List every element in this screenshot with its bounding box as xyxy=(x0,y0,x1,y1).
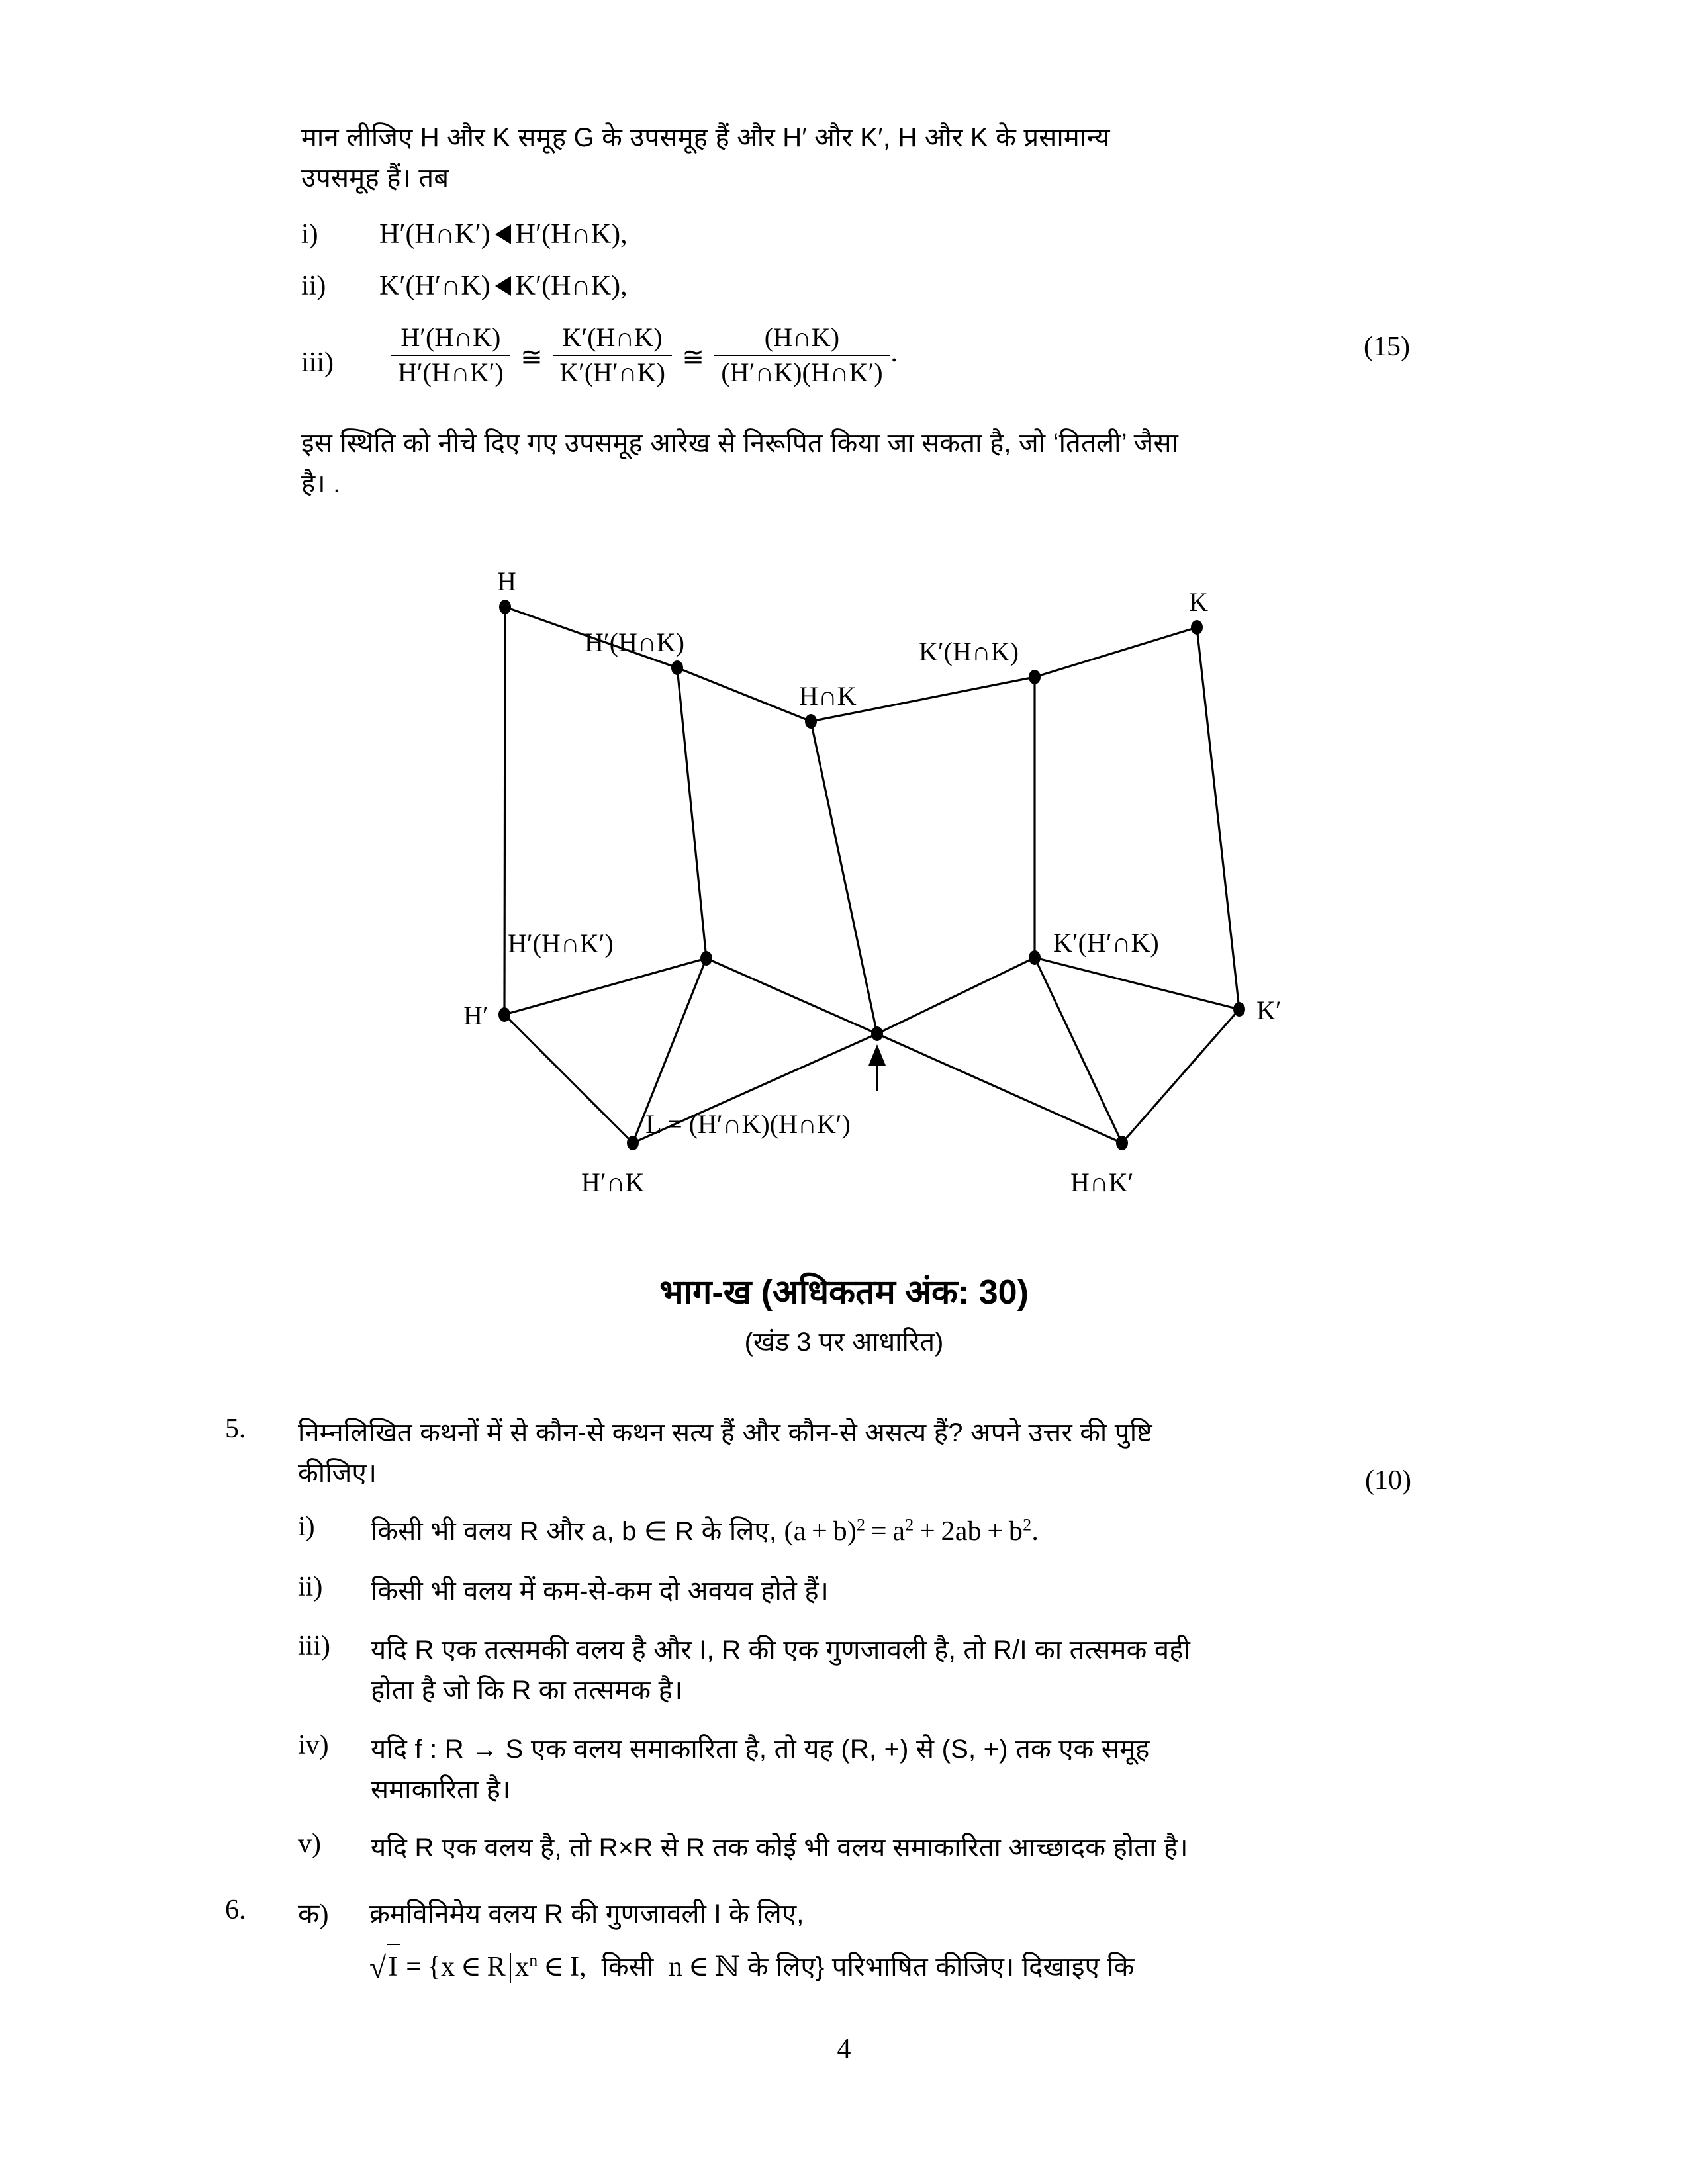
lattice-node-label: K xyxy=(1189,587,1208,617)
q5-item-iv-line-2: समाकारिता है। xyxy=(371,1774,511,1804)
lattice-edge xyxy=(504,607,505,1015)
expr-right: K′(H∩K), xyxy=(515,271,628,301)
expr-left: K′(H′∩K) xyxy=(379,271,491,301)
question-6-condition-math: $x^n$ ∈ I, xyxy=(515,1950,586,1982)
part-b-subheading: (खंड 3 पर आधारित) xyxy=(744,1328,944,1357)
top-item-i-expression xyxy=(379,219,628,250)
q5-item-iii-line-2: होता है जो कि R का तत्समक है। xyxy=(371,1676,683,1706)
page-number: 4 xyxy=(837,2034,851,2064)
lattice-node-label: H xyxy=(497,567,516,596)
lattice-edge xyxy=(811,721,877,1034)
normal-subgroup-icon xyxy=(495,224,511,244)
fraction-1-numerator: H′(H∩K) xyxy=(400,322,501,352)
lattice-nodes xyxy=(498,600,1245,1150)
lattice-node-label: H′(H∩K′) xyxy=(508,929,614,958)
lattice-node xyxy=(627,1136,639,1150)
lattice-edge xyxy=(677,668,706,958)
lattice-edge xyxy=(877,958,1035,1034)
lattice-node-label: K′(H∩K) xyxy=(919,637,1019,666)
q5-item-v-marker: v) xyxy=(298,1829,321,1860)
lattice-node-label: K′ xyxy=(1256,995,1282,1025)
lattice-node xyxy=(498,1007,510,1022)
question-5-number: 5. xyxy=(225,1414,246,1444)
question-6-condition-prose: किसी n ∈ ℕ के लिए} परिभाषित कीजिए। दिखाइए कि xyxy=(594,1951,1135,1982)
intro-paragraph xyxy=(301,118,1400,199)
lattice-edge xyxy=(1035,958,1122,1143)
lattice-edge xyxy=(504,1015,633,1143)
trailing-period: . xyxy=(890,338,898,369)
lattice-node xyxy=(871,1026,883,1041)
fraction-2-numerator: K′(H∩K) xyxy=(562,322,663,352)
question-6-number: 6. xyxy=(225,1895,246,1925)
lattice-node-label: H∩K′ xyxy=(1070,1167,1134,1197)
question-5 xyxy=(225,1413,1390,1882)
question-6-body xyxy=(298,1894,1390,1991)
fraction-2 xyxy=(553,323,672,388)
fraction-3-denominator: (H′∩K)(H∩K′) xyxy=(714,355,889,388)
butterfly-desc-line-1: इस स्थिति को नीचे दिए गए उपसमूह आरेख से निरूपित किया जा सकता है, जो ‘तितली’ जैसा xyxy=(301,429,1179,458)
lattice-node xyxy=(700,951,712,966)
lattice-edge xyxy=(1122,1009,1239,1143)
lattice-node xyxy=(671,660,683,675)
lattice-node xyxy=(1191,620,1203,635)
q5-item-i-prose: किसी भी वलय R और a, b ∈ R के लिए, xyxy=(371,1516,784,1546)
q5-item-ii-text: किसी भी वलय में कम-से-कम दो अवयव होते हैं। xyxy=(371,1576,829,1606)
lattice-edge xyxy=(1035,958,1239,1009)
question-5-body xyxy=(298,1413,1390,1868)
q5-item-iv-text xyxy=(371,1729,1390,1810)
question-6-part-marker: क) xyxy=(298,1899,329,1930)
intro-line-1: मान लीजिए H और K समूह G के उपसमूह हैं और H′ और K′, H और K के प्रसामान्य xyxy=(301,123,1110,152)
q5-item-ii xyxy=(298,1571,1390,1612)
top-item-i-marker: i) xyxy=(301,219,318,250)
fraction-3 xyxy=(714,323,889,388)
lattice-node-label: K′(H′∩K) xyxy=(1053,928,1159,958)
lattice-edge xyxy=(1035,627,1197,677)
q5-item-iv xyxy=(298,1729,1390,1810)
fraction-2-denominator: K′(H′∩K) xyxy=(553,355,672,388)
marks-15: (15) xyxy=(1364,332,1410,362)
top-roman-list xyxy=(301,218,1413,422)
q5-item-iii-marker: iii) xyxy=(298,1631,330,1662)
q5-item-v xyxy=(298,1828,1390,1868)
normal-subgroup-icon xyxy=(495,276,511,296)
q5-item-i-text xyxy=(371,1511,1390,1553)
question-6-content xyxy=(369,1894,1390,1991)
question-6-line-2 xyxy=(369,1944,1390,1991)
question-5-stem xyxy=(298,1413,1390,1494)
square-root-icon: √ xyxy=(369,1950,387,1984)
annotation-arrow-icon xyxy=(868,1044,886,1091)
top-item-ii-expression xyxy=(379,271,628,301)
question-5-items xyxy=(298,1511,1390,1869)
expr-right: H′(H∩K), xyxy=(515,219,628,250)
question-6-radical-expr: √I = {x ∈ R xyxy=(369,1952,506,1982)
top-item-iii xyxy=(301,323,1413,422)
lattice-node xyxy=(1233,1002,1245,1017)
lattice-node xyxy=(1029,950,1041,965)
lattice-node-label: H∩K xyxy=(799,681,857,711)
top-item-ii xyxy=(301,270,1413,323)
top-item-ii-marker: ii) xyxy=(301,271,326,301)
q5-item-i xyxy=(298,1511,1390,1553)
q5-item-iv-marker: iv) xyxy=(298,1729,329,1760)
lattice-node-label: H′∩K xyxy=(581,1167,645,1197)
lattice-node xyxy=(499,600,511,614)
question-5-stem-line-1: निम्नलिखित कथनों में से कौन-से कथन सत्य हैं और कौन-से असत्य हैं? अपने उत्तर की पुष्टि xyxy=(298,1418,1152,1447)
q5-item-i-marker: i) xyxy=(298,1511,315,1542)
expr-left: H′(H∩K′) xyxy=(379,219,491,250)
q5-item-iii-line-1: यदि R एक तत्समकी वलय है और I, R की एक गुणजावली है, तो R/I का तत्समक वही xyxy=(371,1635,1191,1665)
butterfly-description-paragraph xyxy=(301,424,1413,504)
lattice-edge xyxy=(677,668,811,721)
lattice-svg xyxy=(397,549,1337,1251)
lattice-node xyxy=(1029,670,1041,684)
q5-item-iii xyxy=(298,1630,1390,1711)
q5-item-i-math: $(a + b)^2 = a^2 + 2ab + b^2$. xyxy=(784,1515,1039,1547)
top-item-i xyxy=(301,218,1413,270)
butterfly-desc-line-2: है। . xyxy=(301,469,341,498)
intro-line-2: उपसमूह हैं। तब xyxy=(301,163,449,193)
q5-item-v-text: यदि R एक वलय है, तो R×R से R तक कोई भी वलय समाकारिता आच्छादक होता है। xyxy=(371,1833,1188,1863)
top-item-iii-marker: iii) xyxy=(301,347,334,378)
set-builder-bar xyxy=(510,1953,511,1983)
radicand: I xyxy=(387,1944,400,1989)
lattice-edge xyxy=(877,1034,1122,1143)
q5-item-iii-text xyxy=(371,1630,1390,1711)
lattice-edge xyxy=(706,958,877,1034)
question-6-line-1: क्रमविनिमेय वलय R की गुणजावली I के लिए, xyxy=(369,1899,804,1929)
q5-item-iv-line-1: यदि f : R → S एक वलय समाकारिता है, तो यह (R, +) से (S, +) तक एक समूह xyxy=(371,1734,1150,1764)
fraction-1 xyxy=(391,323,510,388)
lattice-edge xyxy=(504,958,706,1015)
lattice-node-label: H′(H∩K) xyxy=(585,627,684,657)
congruence-symbol-1: ≅ xyxy=(520,342,543,373)
lattice-node xyxy=(805,714,817,729)
lattice-annotation-label: L = (H′∩K)(H∩K′) xyxy=(645,1109,851,1139)
lattice-edge xyxy=(1197,627,1239,1009)
part-b-heading: भाग-ख (अधिकतम अंक: 30) xyxy=(659,1273,1029,1312)
congruence-symbol-2: ≅ xyxy=(682,342,704,373)
marks-10: (10) xyxy=(1365,1465,1411,1496)
lattice-node-label: H′ xyxy=(463,1001,489,1030)
q5-item-ii-marker: ii) xyxy=(298,1572,323,1603)
fraction-1-denominator: H′(H∩K′) xyxy=(391,355,510,388)
fraction-3-numerator: (H∩K) xyxy=(764,322,840,352)
question-6 xyxy=(225,1894,1390,1991)
butterfly-lattice-diagram xyxy=(397,549,1337,1251)
lattice-node xyxy=(1116,1136,1128,1150)
question-5-stem-line-2: कीजिए। xyxy=(298,1458,377,1488)
